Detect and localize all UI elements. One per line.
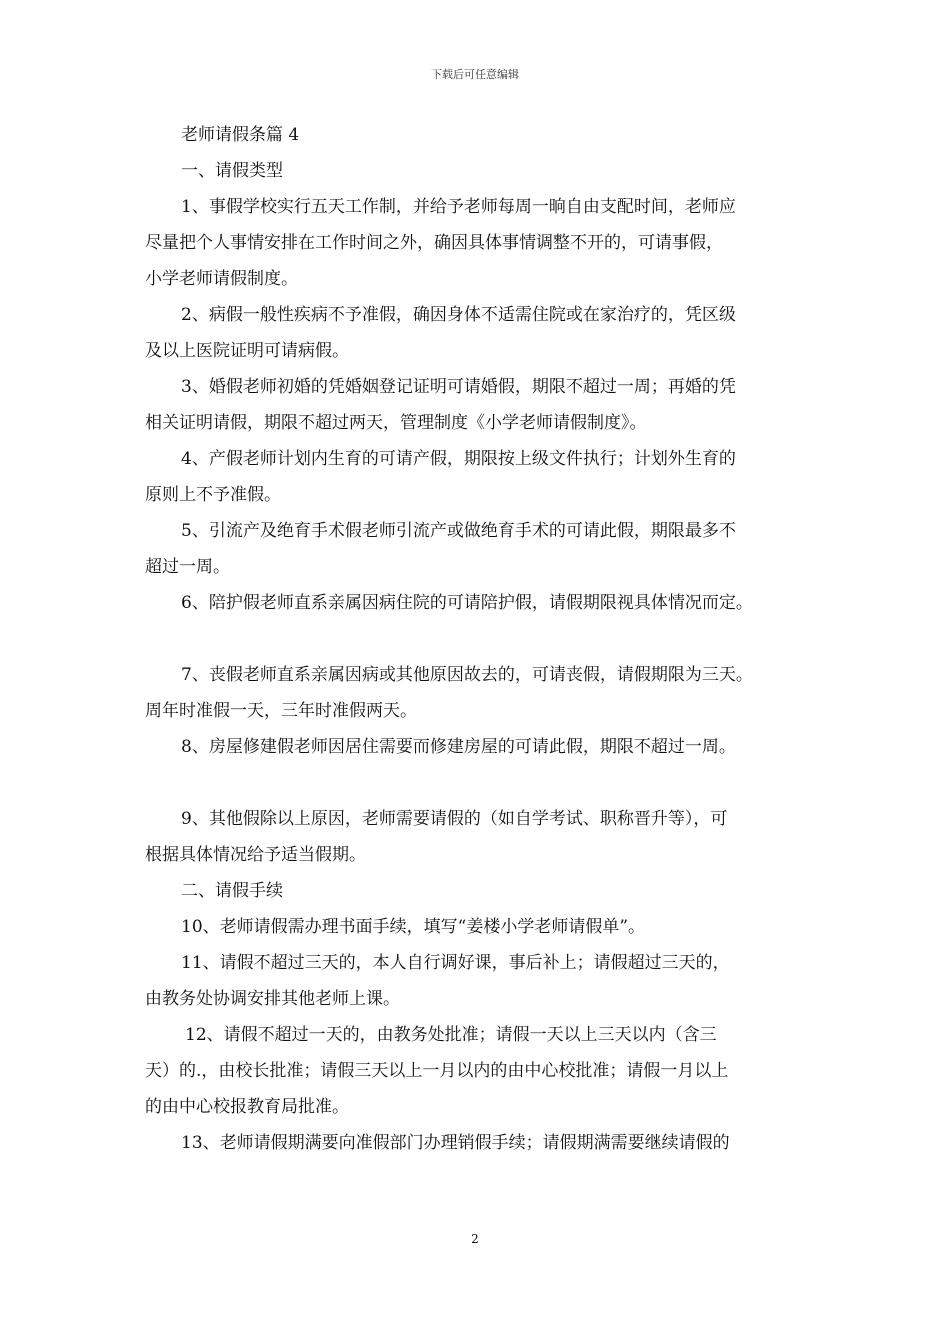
paragraph-8-line-1: 8、房屋修建假老师因居住需要而修建房屋的可请此假，期限不超过一周。 xyxy=(181,737,736,757)
paragraph-12-line-3: 的由中心校报教育局批准。 xyxy=(145,1097,349,1117)
blank-line xyxy=(145,765,817,801)
blank-line xyxy=(145,621,817,657)
paragraph-1-line-1: 1、事假学校实行五天工作制，并给予老师每周一晌自由支配时间，老师应 xyxy=(181,197,736,217)
paragraph-9-line-1: 9、其他假除以上原因，老师需要请假的（如自学考试、职称晋升等），可 xyxy=(181,809,728,829)
page-number: 2 xyxy=(471,1232,479,1246)
paragraph-12-line-2: 天）的.，由校长批准；请假三天以上一月以内的由中心校批准；请假一月以上 xyxy=(145,1061,729,1081)
paragraph-12-line-1: 12、请假不超过一天的，由教务处批准；请假一天以上三天以内（含三 xyxy=(185,1025,717,1045)
document-title: 老师请假条篇 4 xyxy=(181,125,300,145)
paragraph-2-line-1: 2、病假一般性疾病不予准假，确因身体不适需住院或在家治疗的，凭区级 xyxy=(181,305,736,325)
paragraph-1-line-2: 尽量把个人事情安排在工作时间之外，确因具体事情调整不开的，可请事假， xyxy=(145,233,723,253)
paragraph-4-line-2: 原则上不予准假。 xyxy=(145,485,281,505)
paragraph-5-line-1: 5、引流产及绝育手术假老师引流产或做绝育手术的可请此假，期限最多不 xyxy=(181,521,736,541)
paragraph-13-line-1: 13、老师请假期满要向准假部门办理销假手续；请假期满需要继续请假的 xyxy=(181,1133,730,1153)
paragraph-1-line-3: 小学老师请假制度。 xyxy=(145,269,298,289)
paragraph-2-line-2: 及以上医院证明可请病假。 xyxy=(145,341,349,361)
paragraph-7-line-1: 7、丧假老师直系亲属因病或其他原因故去的，可请丧假，请假期限为三天。 xyxy=(181,665,753,685)
paragraph-3-line-2: 相关证明请假，期限不超过两天，管理制度《小学老师请假制度》。 xyxy=(145,413,647,433)
paragraph-4-line-1: 4、产假老师计划内生育的可请产假，期限按上级文件执行；计划外生育的 xyxy=(181,449,736,469)
page-header: 下载后可任意编辑 xyxy=(431,68,519,81)
paragraph-10-line-1: 10、老师请假需办理书面手续，填写“姜楼小学老师请假单”。 xyxy=(181,917,646,937)
paragraph-11-line-2: 由教务处协调安排其他老师上课。 xyxy=(145,989,400,1009)
paragraph-9-line-2: 根据具体情况给予适当假期。 xyxy=(145,845,366,865)
paragraph-6-line-1: 6、陪护假老师直系亲属因病住院的可请陪护假，请假期限视具体情况而定。 xyxy=(181,593,753,613)
paragraph-11-line-1: 11、请假不超过三天的，本人自行调好课，事后补上；请假超过三天的， xyxy=(181,953,730,973)
section-heading-1: 一、请假类型 xyxy=(181,161,283,181)
paragraph-7-line-2: 周年时准假一天，三年时准假两天。 xyxy=(145,701,417,721)
paragraph-3-line-1: 3、婚假老师初婚的凭婚姻登记证明可请婚假，期限不超过一周；再婚的凭 xyxy=(181,377,736,397)
paragraph-5-line-2: 超过一周。 xyxy=(145,557,230,577)
section-heading-2: 二、请假手续 xyxy=(181,881,283,901)
document-body xyxy=(145,117,817,1161)
